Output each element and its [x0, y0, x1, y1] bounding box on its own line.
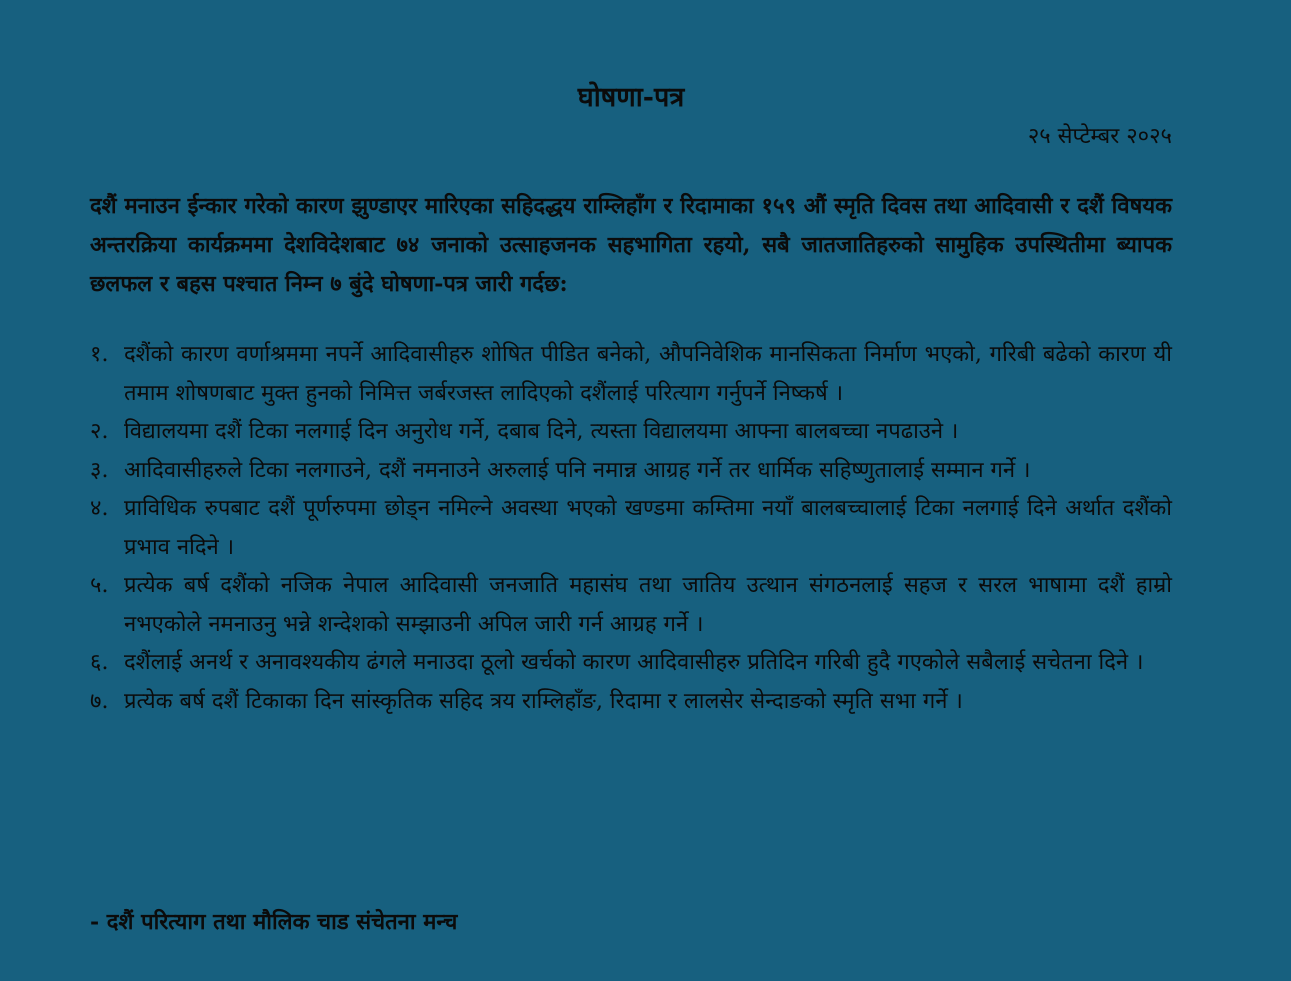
- list-item: [90, 336, 1172, 413]
- point-number: ७.: [90, 688, 109, 714]
- declaration-document: [90, 78, 1172, 721]
- point-number: १.: [90, 342, 109, 367]
- point-number: ६.: [90, 650, 109, 675]
- list-item: [90, 567, 1172, 644]
- list-item: [90, 413, 1172, 452]
- document-date: २५ सेप्टेम्बर २०२५: [1027, 124, 1172, 149]
- list-item: [90, 644, 1172, 683]
- point-text: आदिवासीहरुले टिका नलगाउने, दशैं नमनाउने अरुलाई पनि नमान्न आग्रह गर्ने तर धार्मिक सहिष्णुतालाई सम्मान गर्ने ।: [124, 457, 1031, 483]
- point-number: ४.: [90, 496, 109, 521]
- list-item: [90, 452, 1172, 491]
- point-text: दशैंको कारण वर्णाश्रममा नपर्ने आदिवासीहरु शोषित पीडित बनेको, औपनिवेशिक मानसिकता निर्माण भएको, गरिबी बढेको कारण यी तमाम शोषणबाट मुक्त हुनको निमित्त जर्बरजस्त लादिएको दशैंलाई परित्याग गर्नुपर्ने निष्कर्ष ।: [124, 342, 1172, 406]
- point-text: प्रत्येक बर्ष दशैं टिकाका दिन सांस्कृतिक सहिद त्रय राम्लिहाँङ, रिदामा र लालसेर सेन्दाङको स्मृति सभा गर्ने ।: [124, 688, 963, 714]
- list-item: [90, 490, 1172, 567]
- point-number: २.: [90, 419, 109, 444]
- point-text: प्राविधिक रुपबाट दशैं पूर्णरुपमा छोड्न नमिल्ने अवस्था भएको खण्डमा कम्तिमा नयाँ बालबच्चालाई टिका नलगाई दिने अर्थात दशैंको प्रभाव नदिने ।: [124, 496, 1172, 560]
- signature-line: - दशैं परित्याग तथा मौलिक चाड संचेतना मन्च: [90, 909, 458, 935]
- points-list: [90, 336, 1172, 721]
- point-text: दशैंलाई अनर्थ र अनावश्यकीय ढंगले मनाउदा ठूलो खर्चको कारण आदिवासीहरु प्रतिदिन गरिबी हुदै गएकोले सबैलाई सचेतना दिने ।: [124, 650, 1144, 675]
- document-title: घोषणा-पत्र: [577, 82, 685, 113]
- intro-paragraph: दशैं मनाउन ईन्कार गरेको कारण झुण्डाएर मारिएका सहिदद्धय राम्लिहाँग र रिदामाका १५९ औं स्मृति दिवस तथा आदिवासी र दशैं विषयक अन्तरक्रिया कार्यक्रममा देशविदेशबाट ७४ जनाको उत्साहजनक सहभागिता रहयो, सबै जातजातिहरुको सामुहिक उपस्थितीमा ब्यापक छलफल र बहस पश्चात निम्न ७ बुंदे घोषणा-पत्र जारी गर्दछ:: [90, 193, 1172, 297]
- point-text: विद्यालयमा दशैं टिका नलगाई दिन अनुरोध गर्ने, दबाब दिने, त्यस्ता विद्यालयमा आफ्ना बालबच्चा नपढाउने ।: [124, 419, 959, 444]
- list-item: [90, 683, 1172, 722]
- point-number: ३.: [90, 457, 109, 483]
- point-number: ५.: [90, 573, 109, 598]
- point-text: प्रत्येक बर्ष दशैंको नजिक नेपाल आदिवासी जनजाति महासंघ तथा जातिय उत्थान संगठनलाई सहज र सरल भाषामा दशैं हाम्रो नभएकोले नमनाउनु भन्ने शन्देशको सम्झाउनी अपिल जारी गर्न आग्रह गर्ने ।: [124, 573, 1172, 637]
